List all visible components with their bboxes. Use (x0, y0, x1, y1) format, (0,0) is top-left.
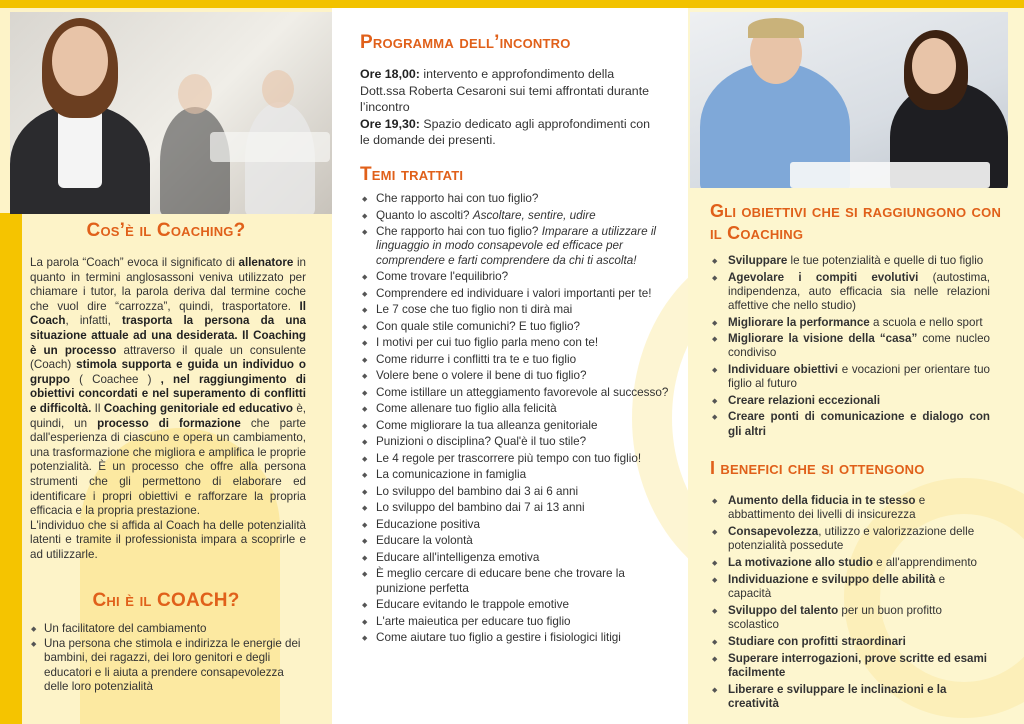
text-run: Come istillare un atteggiamento favorevole al successo? (376, 385, 669, 399)
text-run: Come ridurre i conflitti tra te e tuo figlio (376, 352, 577, 366)
list-item: ◆ Una persona che stimola e indirizza le energie dei bambini, dei ragazzi, dei loro genitori e degli educatori e li aiuta a prendere consapevolezza delle loro potenzialità (44, 637, 308, 695)
list-item (728, 394, 990, 408)
programma-desc: Spazio dedicato agli approfondimenti con le domande dei presenti. (360, 116, 651, 148)
text-run: Individuazione e sviluppo delle abilità (728, 572, 936, 586)
text-run: Volere bene o volere il bene di tuo figlio? (376, 369, 587, 383)
text-run: Liberare e sviluppare le inclinazioni e la creatività (728, 682, 947, 710)
text-run: Come trovare l'equilibrio? (376, 270, 509, 284)
text-run: in quanto in termini anglosassoni veniva utilizzato per chiamare i tutor, la parola deriva dal termine coche che vuol dire “carrozza”, quindi, trasportatore. (30, 256, 306, 313)
coach-list (44, 622, 308, 695)
text-run: Sviluppare (728, 254, 788, 267)
text-run: L'individuo che si affida al Coach ha delle potenzialità latenti e tramite il professionista impara a scoprirle e ad utilizzarle. (30, 518, 306, 561)
text-run: Con quale stile comunichi? E tuo figlio? (376, 319, 581, 333)
text-run: La motivazione allo studio (728, 556, 873, 569)
temi-list (376, 192, 672, 648)
text-run: Le 7 cose che tuo figlio non ti dirà mai (376, 303, 573, 317)
list-item (376, 320, 672, 334)
programma-item (360, 66, 660, 116)
photo-business-woman (10, 12, 332, 214)
text-run: Lo sviluppo del bambino dai 7 ai 13 anni (376, 501, 585, 515)
list-item (728, 635, 990, 649)
text-run: e all'apprendimento (872, 556, 978, 569)
programma-text (360, 66, 660, 149)
list-item (376, 353, 672, 367)
text-run: , utilizzo e valorizzazione delle potenzialità possedute (728, 525, 975, 553)
text-run: e capacità (728, 572, 946, 600)
text-run: Come aiutare tuo figlio a gestire i fisiologici litigi (376, 631, 621, 645)
text-run: La comunicazione in famiglia (376, 468, 527, 482)
list-item (376, 192, 672, 206)
programma-time: Ore 18,00: (360, 67, 420, 81)
list-item (728, 363, 990, 391)
coaching-heading: Cos’è il Coaching? (86, 220, 246, 241)
text-run: Aumento della fiducia in te stesso (728, 494, 916, 507)
list-item (728, 316, 990, 330)
text-run: Migliorare la visione della “casa” (728, 332, 918, 346)
list-item (376, 631, 672, 645)
list-item (376, 369, 672, 383)
list-item (728, 652, 990, 680)
middle-panel (332, 8, 688, 724)
text-run: Educazione positiva (376, 517, 480, 531)
benefici-list (728, 494, 990, 714)
text-run: , infatti, (65, 314, 122, 328)
right-panel (688, 8, 1024, 724)
text-run: le tue potenzialità e quelle di tuo figlio (787, 254, 984, 267)
text-run: Agevolare i compiti evolutivi (728, 270, 919, 284)
text-run: È meglio cercare di educare bene che trovare la punizione perfetta (376, 567, 625, 595)
programma-item (360, 116, 660, 149)
text-run: per un buon profitto scolastico (728, 603, 942, 631)
list-item (376, 386, 672, 400)
list-item (728, 410, 990, 438)
text-run: , nel raggiungimento di obiettivi concordati e nel superamento di conflitti e difficoltà. (30, 372, 307, 415)
list-item (376, 452, 672, 466)
top-yellow-bar (0, 0, 1024, 8)
text-run: Il Coach (30, 299, 306, 328)
list-item (376, 615, 672, 629)
text-run: Migliorare la performance (728, 315, 870, 329)
list-item (376, 501, 672, 515)
list-item (376, 270, 672, 284)
text-run: (autostima, indipendenza, auto efficacia sia nelle relazioni affettive che nello studio) (728, 270, 990, 312)
decorative-strip (0, 213, 22, 724)
list-item (376, 551, 672, 565)
text-run: Sviluppo del talento (728, 603, 839, 617)
text-run: Il (91, 401, 104, 415)
text-run: e abbattimento dei livelli di insicurezza (728, 494, 926, 522)
benefici-heading: I benefici che si ottengono (710, 458, 925, 478)
list-item (376, 287, 672, 301)
list-item (376, 518, 672, 532)
list-item (376, 468, 672, 482)
photo-meeting (690, 12, 1008, 188)
text-run: La parola “Coach” evoca il significato di (30, 256, 239, 269)
text-run: Comprendere ed individuare i valori importanti per te! (376, 286, 652, 300)
text-run: Come allenare tuo figlio alla felicità (376, 402, 557, 416)
obiettivi-list (728, 254, 990, 441)
list-item (376, 567, 672, 596)
text-run: attraverso il quale un consulente (Coach) (30, 343, 306, 372)
list-item (376, 303, 672, 317)
text-run: allenatore (238, 256, 294, 269)
list-item: ◆ Un facilitatore del cambiamento (44, 622, 308, 637)
text-run: Educare evitando le trappole emotive (376, 598, 569, 612)
text-run: Creare relazioni eccezionali (728, 393, 881, 407)
temi-heading: Temi trattati (360, 164, 464, 185)
obiettivi-heading: Gli obiettivi che si raggiungono con il Coaching (710, 201, 1002, 243)
list-item (376, 225, 672, 268)
text-run: Coaching genitoriale ed educativo (103, 401, 293, 415)
list-item (728, 604, 990, 632)
programma-desc: intervento e approfondimento della Dott.ssa Roberta Cesaroni sui temi affrontati durante l’incontro (360, 67, 650, 115)
text-run: Individuare obiettivi (728, 362, 839, 376)
coaching-paragraph (30, 256, 306, 562)
programma-heading: Programma dell’incontro (360, 32, 571, 53)
list-item (376, 598, 672, 612)
list-item (728, 271, 990, 314)
list-item (728, 556, 990, 570)
text-run: Ascoltare, sentire, udire (472, 208, 596, 222)
text-run: Creare ponti di comunicazione e dialogo con gli altri (728, 410, 990, 438)
text-run: Che rapporto hai con tuo figlio? (376, 225, 542, 238)
text-run: Superare interrogazioni, prove scritte ed esami facilmente (728, 651, 988, 679)
text-run: stimola supporta e guida un individuo o gruppo (30, 358, 306, 386)
coach-heading: Chi è il COACH? (92, 590, 240, 611)
text-run: è, quindi, un (30, 401, 306, 430)
list-item (376, 419, 672, 433)
text-run: Educare la volontà (376, 534, 473, 548)
list-item (376, 485, 672, 499)
list-item (728, 254, 990, 268)
text-run: Imparare a utilizzare il linguaggio in modo consapevole ed efficace per comprendere e farti comprendere da chi ti ascolta! (376, 225, 657, 267)
list-item (728, 683, 990, 711)
list-item (728, 573, 990, 601)
text-run: Lo sviluppo del bambino dai 3 ai 6 anni (376, 484, 579, 498)
text-run: Le 4 regole per trascorrere più tempo con tuo figlio! (376, 451, 642, 465)
list-item (376, 336, 672, 350)
text-run: Consapevolezza (728, 525, 819, 538)
text-run: Come migliorare la tua alleanza genitoriale (376, 418, 598, 432)
text-run: che parte dall'esperienza di ciascuno e opera un cambiamento, una trasformazione che migliora e amplifica le proprie potenzialità. È un processo che offre alla persona strumenti che gli permettono di elaborare ed identificare i propri obiettivi e rafforzare la propria efficacia e la propria prestazione. (30, 416, 306, 518)
text-run: Studiare con profitti straordinari (728, 634, 906, 648)
text-run: Educare all'intelligenza emotiva (376, 550, 540, 564)
text-run: trasporta la persona da una situazione attuale ad una desiderata. Il Coaching è un processo (30, 314, 306, 357)
text-run: I motivi per cui tuo figlio parla meno con te! (376, 336, 599, 350)
list-item (728, 525, 990, 553)
text-run: Punizioni o disciplina? Qual'è il tuo stile? (376, 435, 587, 449)
text-run: processo di formazione (97, 416, 241, 430)
text-run: Che rapporto hai con tuo figlio? (376, 192, 539, 205)
list-item (728, 332, 990, 360)
list-item (376, 534, 672, 548)
list-item (376, 209, 672, 223)
list-item (376, 402, 672, 416)
programma-time: Ore 19,30: (360, 116, 420, 131)
list-item (728, 494, 990, 522)
text-run: Quanto lo ascolti? (376, 208, 473, 222)
text-run: L'arte maieutica per educare tuo figlio (376, 614, 571, 628)
text-run: ( Coachee ) (69, 372, 161, 386)
text-run: come nucleo condiviso (728, 332, 990, 360)
text-run: a scuola e nello sport (869, 315, 983, 329)
left-panel (0, 8, 332, 724)
text-run: e vocazioni per orientare tuo figlio al futuro (728, 362, 990, 391)
list-item (376, 435, 672, 449)
